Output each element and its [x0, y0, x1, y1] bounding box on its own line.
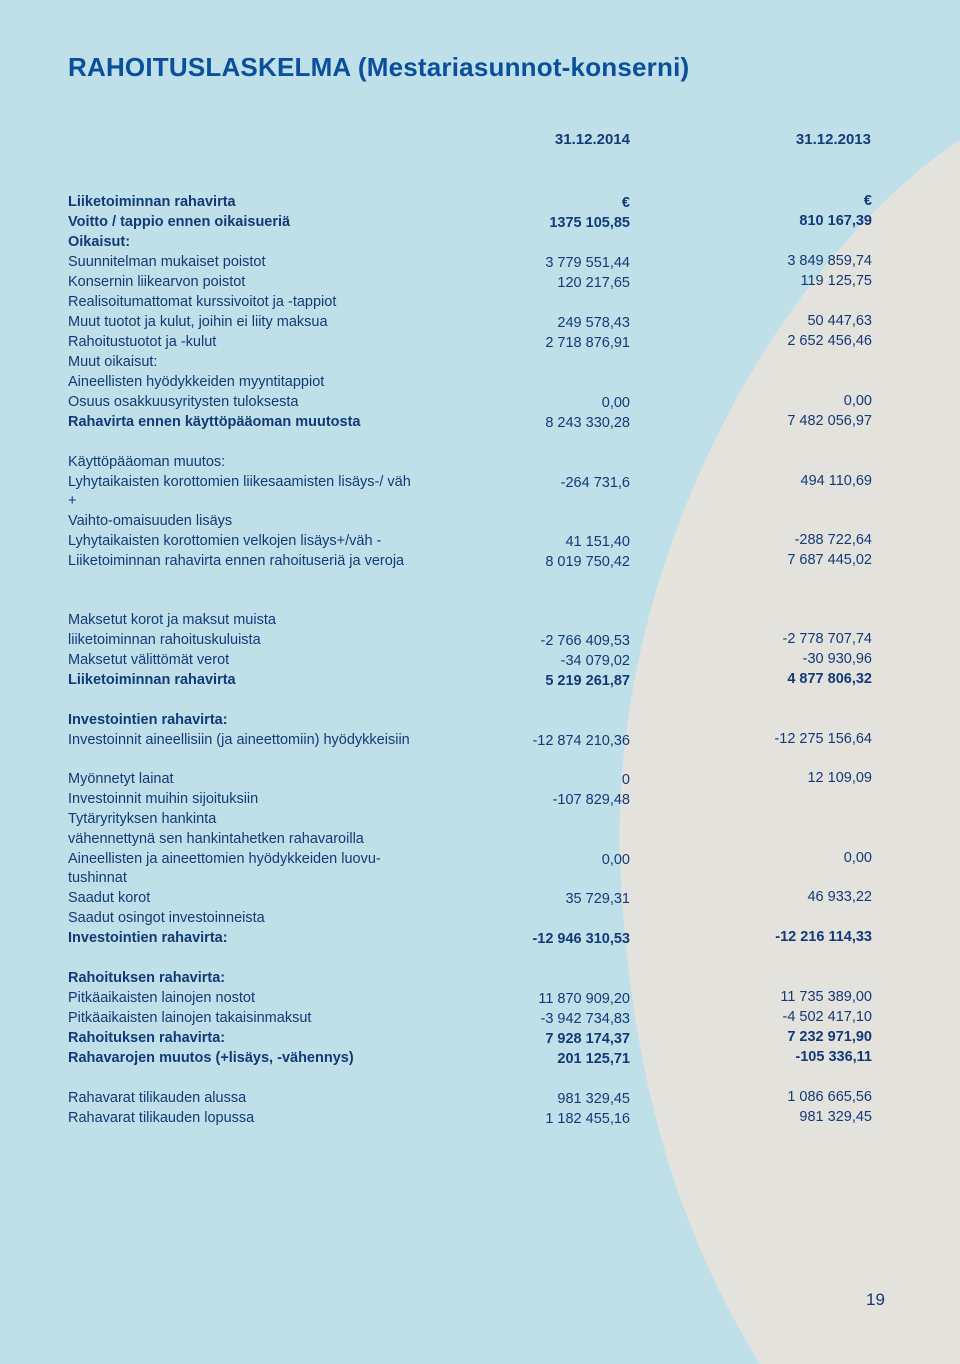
value-2013: -12 216 114,33 [775, 929, 872, 945]
table-row [0, 830, 960, 850]
value-2013: 119 125,75 [800, 273, 872, 289]
row-label: Lyhytaikaisten korottomien liikesaamisten lisäys-/ väh + [68, 474, 411, 509]
row-label: Konsernin liikearvon poistot [68, 274, 246, 290]
value-2013: 12 109,09 [807, 770, 872, 786]
value-2013: -12 275 156,64 [774, 731, 872, 747]
value-2013: 810 167,39 [799, 213, 872, 229]
value-2014: 3 779 551,44 [545, 255, 630, 271]
value-2013: 1 086 665,56 [787, 1089, 872, 1105]
value-2014: 5 219 261,87 [545, 673, 630, 689]
row-spacer [0, 949, 960, 969]
table-row [0, 731, 960, 770]
row-label: Maksetut välittömät verot [68, 652, 230, 668]
value-2014: 0 [621, 772, 630, 788]
value-2014: 8 243 330,28 [545, 415, 630, 431]
table-row [0, 711, 960, 731]
row-label: Rahavirta ennen käyttöpääoman muutosta [68, 414, 361, 430]
table-row [0, 1089, 960, 1109]
table-row [0, 473, 960, 512]
table-row [0, 909, 960, 929]
table-row [0, 671, 960, 691]
row-spacer [0, 591, 960, 611]
row-label: Investoinnit aineellisiin (ja aineettomiin) hyödykkeisiin [68, 732, 410, 748]
value-2014: 7 928 174,37 [545, 1031, 630, 1047]
value-2014: 249 578,43 [557, 315, 630, 331]
row-label: Osuus osakkuusyritysten tuloksesta [68, 394, 299, 410]
value-2014: -12 874 210,36 [532, 733, 630, 749]
row-label: Käyttöpääoman muutos: [68, 454, 226, 470]
row-label: Liiketoiminnan rahavirta [68, 194, 236, 210]
table-row [0, 790, 960, 810]
value-2014: 1375 105,85 [549, 215, 630, 231]
row-label: Rahoituksen rahavirta: [68, 1030, 226, 1046]
row-spacer [0, 691, 960, 711]
value-2013: -105 336,11 [795, 1049, 872, 1065]
table-row [0, 253, 960, 273]
value-2014: -34 079,02 [560, 653, 630, 669]
value-2014: 120 217,65 [557, 275, 630, 291]
table-row [0, 631, 960, 651]
row-label: Aineellisten ja aineettomien hyödykkeiden luovu- tushinnat [68, 851, 381, 886]
value-2013: -2 778 707,74 [782, 631, 872, 647]
value-2013: 0,00 [843, 850, 872, 866]
value-2014: 35 729,31 [565, 891, 630, 907]
value-2014: 11 870 909,20 [538, 991, 630, 1007]
value-2013: 981 329,45 [799, 1109, 872, 1125]
table-row [0, 770, 960, 790]
value-2014: -107 829,48 [552, 792, 630, 808]
table-row [0, 989, 960, 1009]
value-2013: 494 110,69 [800, 473, 872, 489]
table-row [0, 1109, 960, 1129]
table-row [0, 810, 960, 830]
row-label: Liiketoiminnan rahavirta [68, 672, 236, 688]
row-label: Oikaisut: [68, 234, 131, 250]
value-2013: 7 482 056,97 [787, 413, 872, 429]
table-row [0, 850, 960, 889]
row-label: Saadut osingot investoinneista [68, 910, 265, 926]
value-2013: 4 877 806,32 [787, 671, 872, 687]
row-label: Rahoitustuotot ja -kulut [68, 334, 217, 350]
row-label: Rahavarat tilikauden alussa [68, 1090, 247, 1106]
row-label: Saadut korot [68, 890, 151, 906]
value-2014: -2 766 409,53 [540, 633, 630, 649]
table-row [0, 193, 960, 213]
value-2014: -12 946 310,53 [532, 931, 630, 947]
row-label: Myönnetyt lainat [68, 771, 174, 787]
row-label: vähennettynä sen hankintahetken rahavaroilla [68, 831, 364, 847]
page-title: RAHOITUSLASKELMA (Mestariasunnot-konserni) [68, 52, 690, 82]
table-row [0, 889, 960, 909]
value-2013: 0,00 [843, 393, 872, 409]
table-row [0, 233, 960, 253]
table-row [0, 1049, 960, 1069]
page-number: 19 [866, 1290, 885, 1309]
row-label: Realisoitumattomat kurssivoitot ja -tappiot [68, 294, 337, 310]
value-2013: 50 447,63 [807, 313, 872, 329]
column-headers [0, 131, 960, 151]
table-row [0, 313, 960, 333]
statement-table [0, 193, 960, 1129]
table-row [0, 293, 960, 313]
row-spacer [0, 1069, 960, 1089]
value-2014: 1 182 455,16 [545, 1111, 630, 1127]
value-2014: 8 019 750,42 [545, 554, 630, 570]
row-label: Rahavarat tilikauden lopussa [68, 1110, 255, 1126]
value-2013: -30 930,96 [802, 651, 872, 667]
row-label: Pitkäaikaisten lainojen takaisinmaksut [68, 1010, 312, 1026]
row-label: Investointien rahavirta: [68, 930, 228, 946]
value-2014: € [621, 195, 630, 211]
value-2014: -264 731,6 [560, 475, 630, 491]
row-label: Vaihto-omaisuuden lisäys [68, 513, 233, 529]
value-2014: 2 718 876,91 [545, 335, 630, 351]
table-row [0, 413, 960, 433]
value-2013: € [863, 193, 872, 209]
value-2014: 0,00 [601, 852, 630, 868]
row-spacer [0, 433, 960, 453]
value-2014: 201 125,71 [557, 1051, 630, 1067]
value-2013: 7 232 971,90 [787, 1029, 872, 1045]
value-2013: 11 735 389,00 [780, 989, 872, 1005]
value-2014: 41 151,40 [565, 534, 630, 550]
value-2013: 2 652 456,46 [787, 333, 872, 349]
table-row [0, 552, 960, 591]
row-label: Muut tuotot ja kulut, joihin ei liity maksua [68, 314, 328, 330]
row-label: Rahoituksen rahavirta: [68, 970, 226, 986]
value-2014: 981 329,45 [557, 1091, 630, 1107]
row-label: Muut oikaisut: [68, 354, 158, 370]
row-label: Aineellisten hyödykkeiden myyntitappiot [68, 374, 325, 390]
table-row [0, 213, 960, 233]
table-row [0, 373, 960, 393]
value-2014: -3 942 734,83 [540, 1011, 630, 1027]
value-2013: -4 502 417,10 [782, 1009, 872, 1025]
row-label: Maksetut korot ja maksut muista [68, 612, 276, 628]
table-row [0, 929, 960, 949]
table-row [0, 453, 960, 473]
row-label: liiketoiminnan rahoituskuluista [68, 632, 261, 648]
table-row [0, 651, 960, 671]
column-header-2014: 31.12.2014 [554, 131, 630, 148]
row-label: Lyhytaikaisten korottomien velkojen lisäys+/väh - [68, 533, 382, 549]
value-2014: 0,00 [601, 395, 630, 411]
table-row [0, 333, 960, 353]
table-row [0, 393, 960, 413]
table-row [0, 1029, 960, 1049]
row-label: Pitkäaikaisten lainojen nostot [68, 990, 256, 1006]
row-label: Suunnitelman mukaiset poistot [68, 254, 266, 270]
table-row [0, 353, 960, 373]
row-label: Investoinnit muihin sijoituksiin [68, 791, 259, 807]
value-2013: 7 687 445,02 [787, 552, 872, 568]
table-row [0, 1009, 960, 1029]
row-label: Tytäryrityksen hankinta [68, 811, 217, 827]
row-label: Voitto / tappio ennen oikaisueriä [68, 214, 291, 230]
table-row [0, 273, 960, 293]
table-row [0, 611, 960, 631]
value-2013: -288 722,64 [794, 532, 872, 548]
row-label: Rahavarojen muutos (+lisäys, -vähennys) [68, 1050, 354, 1066]
value-2013: 46 933,22 [807, 889, 872, 905]
row-label: Liiketoiminnan rahavirta ennen rahoituseriä ja veroja [68, 553, 405, 569]
column-header-2013: 31.12.2013 [795, 131, 871, 148]
table-row [0, 532, 960, 552]
table-row [0, 512, 960, 532]
table-row [0, 969, 960, 989]
row-label: Investointien rahavirta: [68, 712, 228, 728]
value-2013: 3 849 859,74 [787, 253, 872, 269]
